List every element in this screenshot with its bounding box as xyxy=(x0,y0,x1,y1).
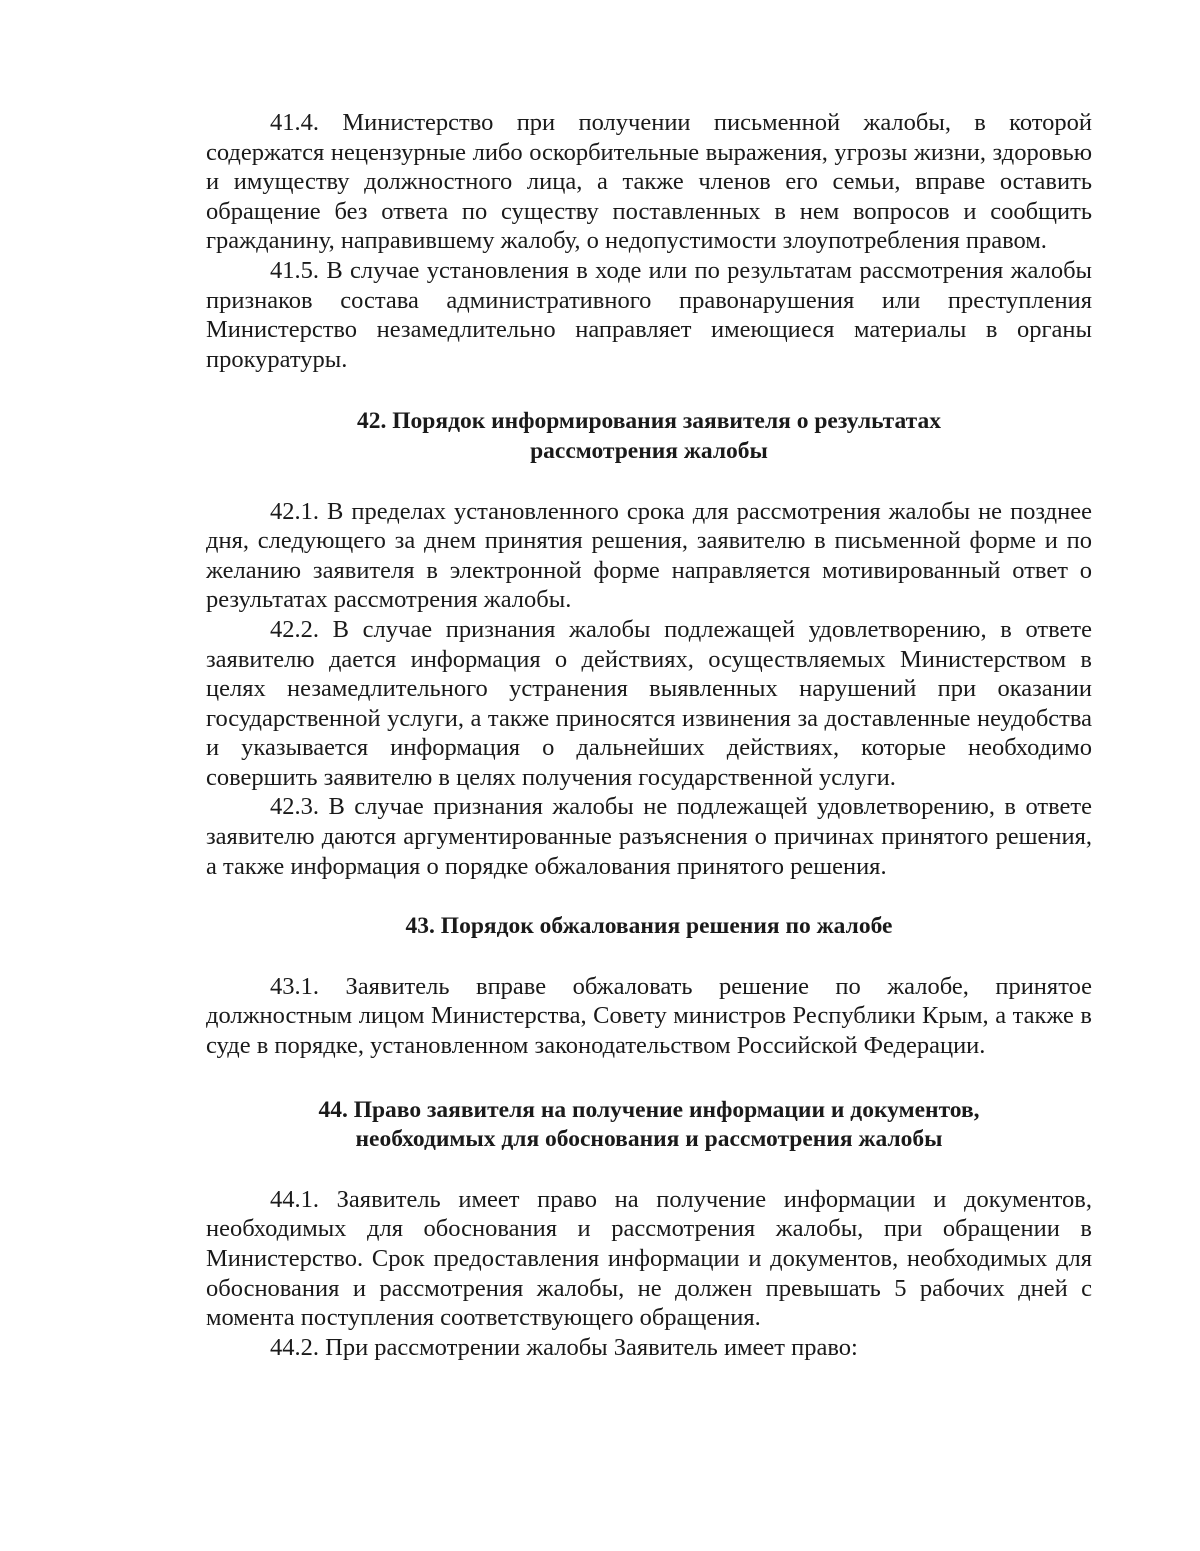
paragraph-41-4: 41.4. Министерство при получении письменной жалобы, в которой содержатся нецензурные либо оскорбительные выражения, угрозы жизни, здоровью и имуществу должностного лица, а также членов его семьи, вправе оставить обращение без ответа по существу поставленных в нем вопросов и сообщить гражданину, направившему жалобу, о недопустимости злоупотребления правом. xyxy=(206,109,1092,255)
section-heading-42 xyxy=(206,407,1092,466)
paragraph-44-1: 44.1. Заявитель имеет право на получение информации и документов, необходимых для обоснования и рассмотрения жалобы, при обращении в Министерство. Срок предоставления информации и документов, необходимых для обоснования и рассмотрения жалобы, не должен превышать 5 рабочих дней с момента поступления соответствующего обращения. xyxy=(206,1185,1092,1332)
section-heading-44 xyxy=(206,1096,1092,1155)
section-heading-43-line-1: 43. Порядок обжалования решения по жалобе xyxy=(405,913,893,940)
document-page xyxy=(206,108,1092,1362)
paragraph-42-3: 42.3. В случае признания жалобы не подлежащей удовлетворению, в ответе заявителю даются аргументированные разъяснения о причинах принятого решения, а также информация о порядке обжалования принятого решения. xyxy=(206,793,1092,880)
section-heading-42-line-2: рассмотрения жалобы xyxy=(530,437,768,464)
paragraph-44-2: 44.2. При рассмотрении жалобы Заявитель имеет право: xyxy=(270,1333,858,1361)
paragraph-41-5: 41.5. В случае установления в ходе или по результатам рассмотрения жалобы признаков состава административного правонарушения или преступления Министерство незамедлительно направляет имеющиеся материалы в органы прокуратуры. xyxy=(206,256,1092,373)
section-heading-43 xyxy=(206,912,1092,942)
paragraph-42-1: 42.1. В пределах установленного срока для рассмотрения жалобы не позднее дня, следующего за днем принятия решения, заявителю в письменной форме и по желанию заявителя в электронной форме направляется мотивированный ответ о результатах рассмотрения жалобы. xyxy=(206,497,1092,614)
paragraph-42-2: 42.2. В случае признания жалобы подлежащей удовлетворению, в ответе заявителю дается информация о действиях, осуществляемых Министерством в целях незамедлительного устранения выявленных нарушений при оказании государственной услуги, а также приносятся извинения за доставленные неудобства и указывается информация о дальнейших действиях, которые необходимо совершить заявителю в целях получения государственной услуги. xyxy=(206,615,1092,791)
section-heading-44-line-2: необходимых для обоснования и рассмотрения жалобы xyxy=(355,1126,943,1153)
section-heading-42-line-1: 42. Порядок информирования заявителя о результатах xyxy=(357,408,941,435)
paragraph-43-1: 43.1. Заявитель вправе обжаловать решение по жалобе, принятое должностным лицом Министерства, Совету министров Республики Крым, а также в суде в порядке, установленном законодательством Российской Федерации. xyxy=(206,972,1092,1060)
section-heading-44-line-1: 44. Право заявителя на получение информации и документов, xyxy=(318,1096,980,1123)
